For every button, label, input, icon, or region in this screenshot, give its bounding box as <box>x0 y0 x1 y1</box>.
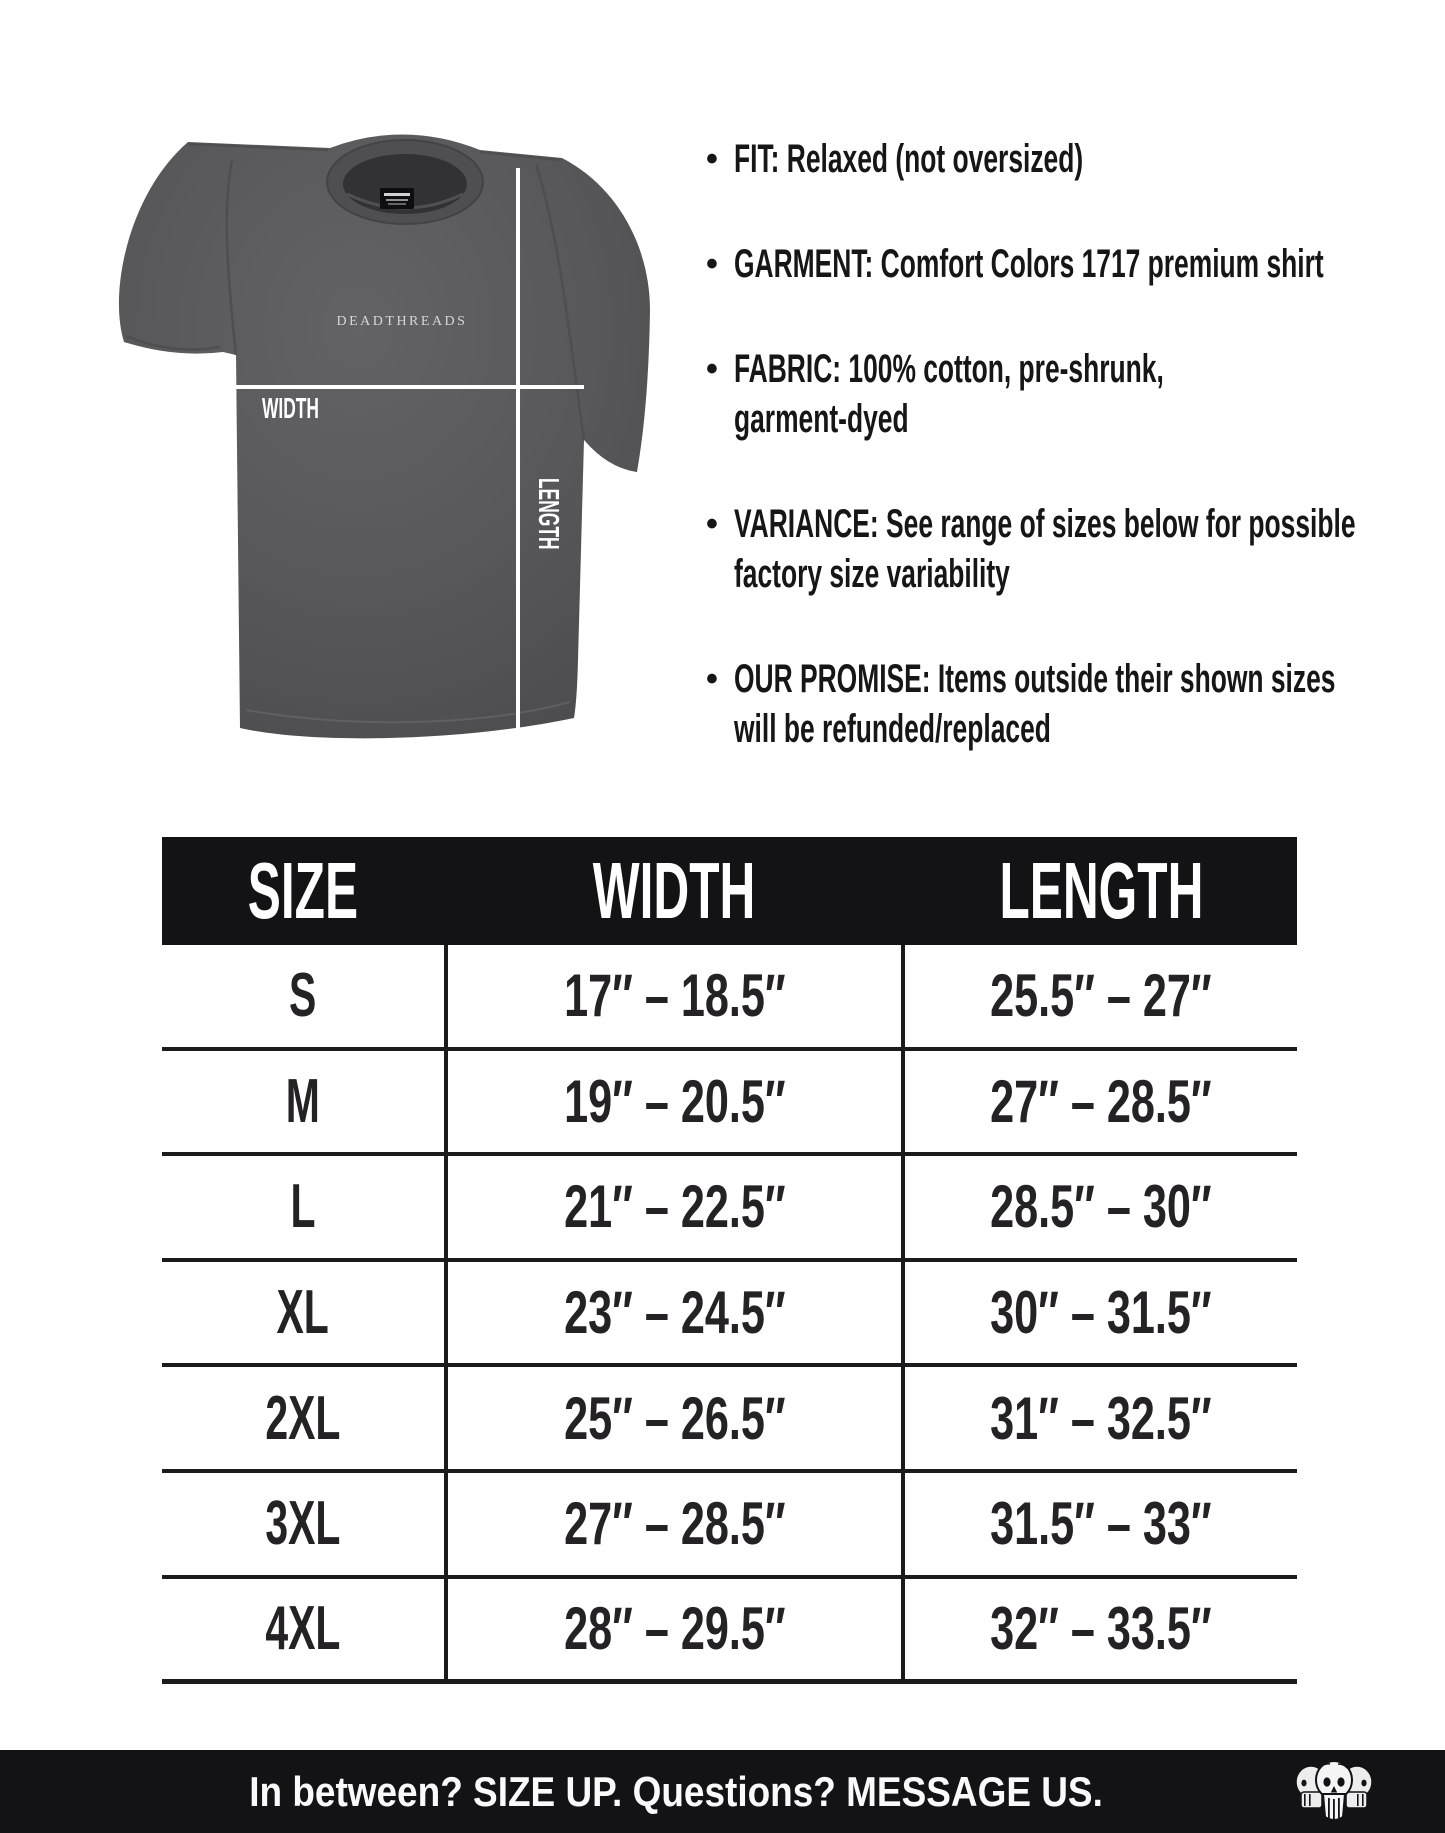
bullet-icon: • <box>706 140 718 178</box>
column-header-length: LENGTH <box>999 846 1203 935</box>
list-item: • FABRIC: 100% cotton, pre-shrunk, garment-dyed <box>706 344 1445 444</box>
table-row <box>162 945 1297 1051</box>
cell-size: L <box>290 1172 316 1242</box>
cell-width: 23″ – 24.5″ <box>444 1262 905 1364</box>
list-item: • OUR PROMISE: Items outside their shown sizes will be refunded/replaced <box>706 654 1445 754</box>
cell-length: 32″ – 33.5″ <box>990 1595 1212 1663</box>
bullet-icon: • <box>706 350 718 388</box>
width-measure-line <box>234 385 584 389</box>
bullet-icon: • <box>706 245 718 283</box>
cell-size: S <box>289 961 317 1031</box>
collar <box>327 140 483 224</box>
size-table-header <box>162 837 1297 945</box>
bullet-garment: GARMENT: Comfort Colors 1717 premium shirt <box>734 242 1324 286</box>
cell-width: 25″ – 26.5″ <box>444 1367 905 1469</box>
bullet-variance: VARIANCE: See range of sizes below for possible <box>734 502 1356 546</box>
bullet-fabric: FABRIC: 100% cotton, pre-shrunk, <box>734 347 1164 391</box>
cell-size: 2XL <box>265 1383 341 1453</box>
chest-brand-print: DEADTHREADS <box>336 314 468 329</box>
table-row <box>162 1473 1297 1579</box>
length-measure-line <box>516 168 520 738</box>
table-row <box>162 1156 1297 1262</box>
cell-length: 31.5″ – 33″ <box>990 1490 1212 1558</box>
cell-width: 27″ – 28.5″ <box>444 1473 905 1575</box>
footer-bar <box>0 1750 1445 1833</box>
table-row <box>162 1367 1297 1473</box>
width-label <box>262 393 319 426</box>
cell-length: 28.5″ – 30″ <box>990 1173 1212 1241</box>
size-table <box>162 837 1297 1684</box>
cell-size: M <box>285 1066 321 1136</box>
cell-width: 17″ – 18.5″ <box>444 945 905 1047</box>
cell-length: 27″ – 28.5″ <box>990 1067 1212 1135</box>
product-details-list <box>706 134 1445 754</box>
cell-width: 19″ – 20.5″ <box>444 1051 905 1153</box>
cell-length: 31″ – 32.5″ <box>990 1384 1212 1452</box>
table-row <box>162 1262 1297 1368</box>
bullet-icon: • <box>706 505 718 543</box>
column-header-size: SIZE <box>247 846 359 935</box>
tshirt-body <box>119 134 650 738</box>
bullet-icon: • <box>706 660 718 698</box>
svg-text:LENGTH: LENGTH <box>531 478 565 550</box>
list-item: • VARIANCE: See range of sizes below for possible factory size variability <box>706 499 1445 599</box>
cell-size: 4XL <box>265 1594 341 1664</box>
cell-size: XL <box>276 1278 330 1348</box>
tshirt-image <box>60 100 660 780</box>
cell-size: 3XL <box>265 1489 341 1559</box>
bullet-promise: OUR PROMISE: Items outside their shown sizes <box>734 657 1336 701</box>
length-label <box>532 478 565 550</box>
footer-message: In between? SIZE UP. Questions? MESSAGE US. <box>249 1767 1104 1815</box>
cell-length: 25.5″ – 27″ <box>990 962 1212 1030</box>
cell-width: 28″ – 29.5″ <box>444 1579 905 1680</box>
svg-text:WIDTH: WIDTH <box>262 392 320 426</box>
table-row <box>162 1579 1297 1685</box>
cell-width: 21″ – 22.5″ <box>444 1156 905 1258</box>
bullet-fit: FIT: Relaxed (not oversized) <box>734 137 1084 181</box>
list-item <box>706 134 1445 184</box>
table-row <box>162 1051 1297 1157</box>
triple-skull-icon <box>1292 1755 1376 1827</box>
cell-length: 30″ – 31.5″ <box>990 1279 1212 1347</box>
list-item <box>706 239 1445 289</box>
column-header-width: WIDTH <box>593 846 756 935</box>
collar-brand-tag <box>380 188 414 209</box>
size-table-body <box>162 945 1297 1684</box>
